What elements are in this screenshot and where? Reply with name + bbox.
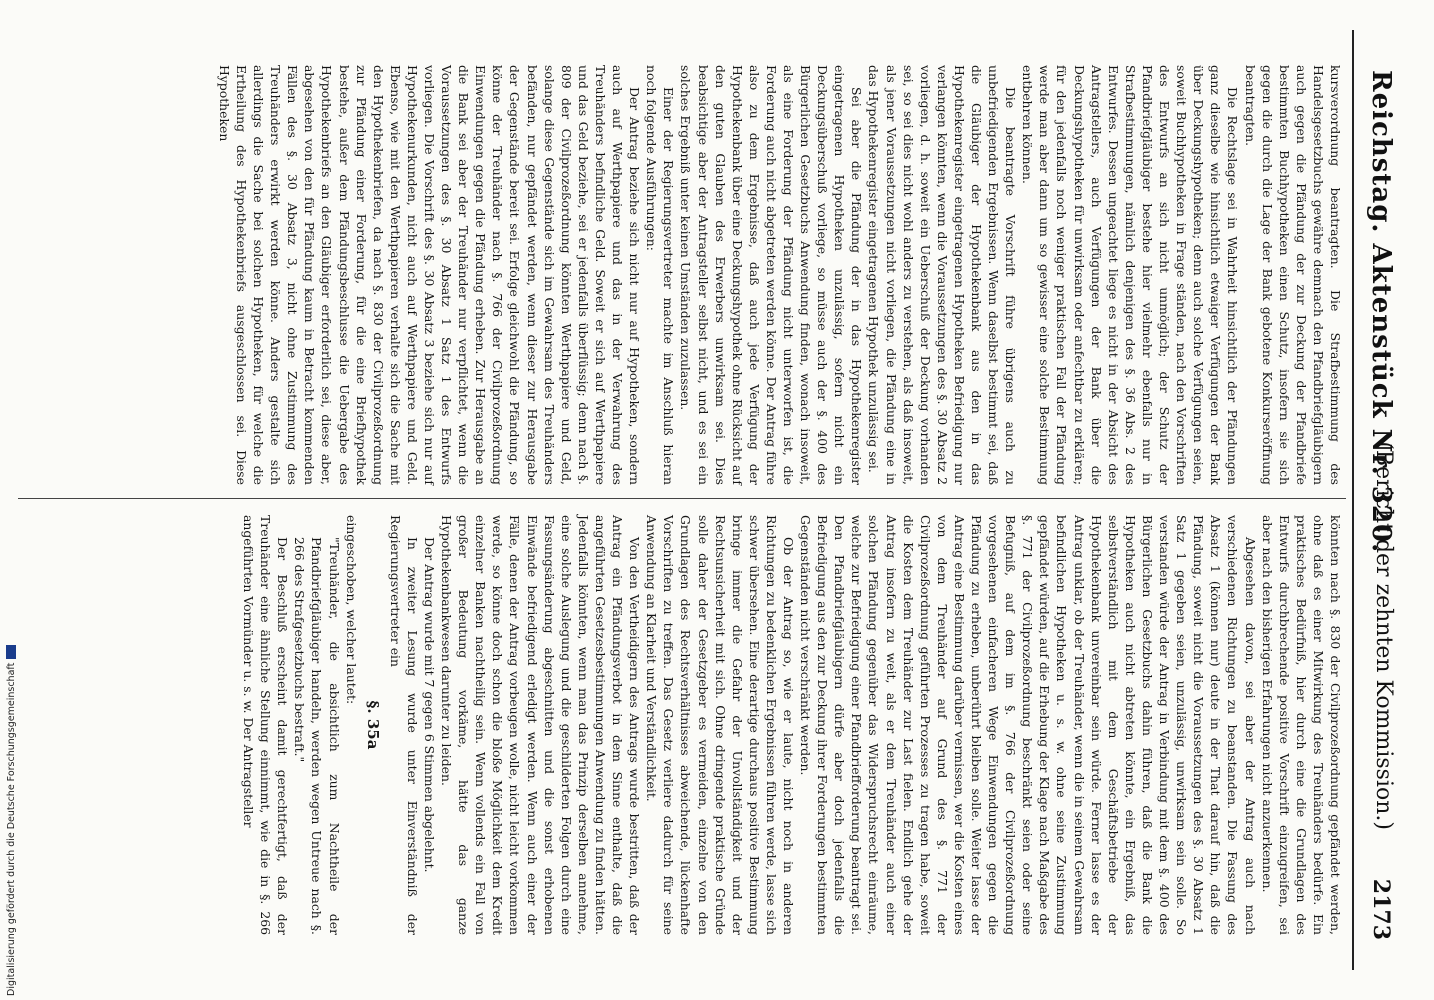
paragraph: In zweiter Lesung wurde unter Einverständniß der Regierungsvertreter ein [387,515,420,935]
paragraph: Die beantragte Vorschrift führe übrigens auch zu unbefriedigenden Ergebnissen. Wenn daselbst bestimmt sei, daß die Gläubiger der Hypothekenbank aus den in das Hypothekenregister eingetragenen Hypotheken Befriedigung nur verlangen könnten, wenn die Voraussetzungen des §. 30 Absatz 2 vorliegen, d. h. soweit ein Ueberschuß der Deckung vorhanden sei, so sei dies nicht wohl anders zu verstehen, als daß insoweit, als jener Voraussetzungen nicht vorliegen, die Pfändung eine in das Hypothekenregister eingetragenen Hypothek unzulässig sei. [866,65,1019,485]
section-heading: §. 35a [363,700,382,750]
header-rule [1352,30,1354,970]
paragraph: Von den Vertheidigern des Antrags wurde bestritten, daß der Antrag ein Pfändungsverbot in dem Sinne enthalte, daß die angeführten Gesetzesbestimmungen Anwendung zu finden hätten. Jedenfalls könnten, wenn man das Prinzip derselben annehme, eine solche Auslegung und die geschilderten Folgen durch eine Fassungsänderung abgeschnitten und die sonst erhobenen Einwände befriedigend erledigt werden. Wenn auch einer der Fälle, denen der Antrag vorbeugen wolle, nicht leicht vorkommen werde, so könne doch schon die bloße Möglichkeit dem Kredit einzelner Banken nachtheilig sein. Wenn vollends ein Fall von großer Bedeutung vorkäme, hätte das ganze Hypothekenbankwesen darunter zu leiden. [439,515,643,935]
left-column [216,65,1344,485]
column-divider [18,498,1346,499]
digitization-note-text: Digitalisierung gefördert durch die Deutsche Forschungsgemeinschaft [5,662,17,996]
paragraph: Sei aber die Pfändung der in das Hypothekenregister eingetragenen Hypotheken unzulässig, sofern nicht ein Deckungsüberschuß vorliege, so müsse auch der §. 400 des Bürgerlichen Gesetzbuchs Anwendung finden, wonach insoweit, als eine Forderung der Pfändung nicht unterworfen ist, die Forderung auch nicht abgetreten werden könne. Der Antrag führe also zu dem Ergebnisse, daß auch jede Verfügung der Hypothekenbank über eine Deckungshypothek ohne Rücksicht auf den guten Glauben des Erwerbers unwirksam sei. Dies beabsichtige aber der Antragsteller selbst nicht, und es sei ein solches Ergebniß unter keinen Umständen zuzulassen. [678,65,865,485]
dfg-logo-icon [6,645,16,659]
paragraph: Der Antrag beziehe sich nicht nur auf Hypotheken, sondern auch auf Werthpapiere und das in der Verwahrung des Treuhänders befindliche Geld. Soweit er sich auf Werthpapiere und das Geld beziehe, sei er jedenfalls überflüssig; denn nach §. 809 der Civilprozeßordnung könnten Werthpapiere und Geld, solange diese Gegenstände sich im Gewahrsam des Treuhänders befänden, nur gepfändet werden, wenn dieser zur Herausgabe der Gegenstände bereit sei. Erfolge gleichwohl die Pfändung, so könne der Treuhänder nach §. 766 der Civilprozeßordnung Einwendungen gegen die Pfändung erheben. Zur Herausgabe an die Bank sei aber der Treuhänder nur verpflichtet, wenn die Voraussetzungen des §. 30 Absatz 1 Satz 1 des Entwurfs vorliegen. Die Vorschrift des §. 30 Absatz 3 beziehe sich nur auf Hypothekenurkunden, nicht auch auf Werthpapiere und Geld. Ebenso, wie mit den Werthpapieren verhalte sich die Sache mit den Hypothekenbriefen, da nach §. 830 der Civilprozeßordnung zur Pfändung einer Forderung, für die eine Briefhypothek bestehe, außer dem Pfändungsbeschlusse die Uebergabe des Hypothekenbriefs an den Gläubiger erforderlich sei, diese aber, abgesehen von den für Pfändung kaum in Betracht kommenden Fällen des §. 30 Absatz 3, nicht ohne Zustimmung des Treuhänders erwirkt werden könne. Anders gestalte sich allerdings die Sache bei solchen Hypotheken, für welche die Ertheilung des Hypothekenbriefs ausgeschlossen sei. Diese Hypotheken [216,65,643,485]
digitization-note [2,0,20,1000]
paragraph: Ob der Antrag so, wie er laute, nicht noch in anderen Richtungen zu bedenklichen Ergebnissen führen werde, lasse sich schwer übersehen. Eine derartige durchaus positive Bestimmung bringe immer die Gefahr der Unvollständigkeit und der Rechtsunsicherheit mit sich. Ohne dringende praktische Gründe solle daher der Gesetzgeber es vermeiden, einzelne von den Grundlagen des Rechtsverhältnisses abweichende, lückenhafte Vorschriften zu treffen. Das Gesetz verliere dadurch für seine Anwendung an Klarheit und Verständlichkeit. [644,515,796,935]
paragraph: Der Beschluß erscheint damit gerechtfertigt, daß der Treuhänder eine ähnliche Stellung einnimmt, wie die in §. 266 angeführten Vormünder u. s. w. Der Antragsteller [241,515,291,935]
page-number: 2173 [1368,878,1394,940]
page-header [1356,60,1396,940]
header-title: Reichstag. Aktenstück Nr. 320. [1366,70,1396,554]
header-subtitle: (Bericht der zehnten Kommission.) [1371,441,1396,830]
right-column [240,515,1344,935]
paragraph: Die Rechtslage sei in Wahrheit hinsichtlich der Pfändungen ganz dieselbe wie hinsichtlich etwaiger Verfügungen der Bank über Deckungshypotheken; denn auch solche Verfügungen seien, soweit Buchhypotheken in Frage ständen, nach den Vorschriften des Entwurfs an sich nicht unmöglich; der Schutz der Pfandbriefgläubiger bestehe hier vielmehr ebenfalls nur in Strafbestimmungen, nämlich denjenigen des §. 36 Abs. 2 des Entwurfes. Dessen ungeachtet liege es nicht in der Absicht des Antragstellers, auch Verfügungen der Bank über die Deckungshypotheken für unwirksam oder anfechtbar zu erklären; für den jedenfalls noch weniger praktischen Fall der Pfändung werde man aber dann um so gewisser eine solche Bestimmung entbehren können. [1020,65,1241,485]
paragraph: Abgesehen davon, sei aber der Antrag auch nach verschiedenen Richtungen zu beanstanden. Die Fassung des Absatz 1 (können nur) deute in der That darauf hin, daß die Pfändung, soweit nicht die Voraussetzungen des §. 30 Absatz 1 Satz 1 gegeben seien, unzulässig, unwirksam sein solle. So verstanden würde der Antrag in Verbindung mit dem §. 400 des Bürgerlichen Gesetzbuchs dahin führen, daß die Bank die Hypotheken auch nicht abtreten könnte, ein Ergebniß, das selbstverständlich mit dem Geschäftsbetriebe der Hypothekenbank unvereinbar sein würde. Ferner lasse es der Antrag unklar, ob der Treuhänder, wenn die in seinem Gewahrsam befindlichen Hypotheken u. s. w. ohne seine Zustimmung gepfändet würden, auf die Erhebung der Klage nach Maßgabe des §. 771 der Civilprozeßordnung beschränkt seien oder seine Befugniß, auf dem im §. 766 der Civilprozeßordnung vorgesehenen einfacheren Wege Einwendungen gegen die Pfändung zu erheben, unberührt bleiben solle. Weiter lasse der Antrag eine Bestimmung darüber vermissen, wer die Kosten eines von dem Treuhänder auf Grund des §. 771 der Civilprozeßordnung geführten Prozesses zu tragen habe, soweit die Kosten dem Treuhänder zur Last fielen. Endlich gehe der Antrag insofern zu weit, als er dem Treuhänder auch einer solchen Pfändung gegenüber das Widerspruchsrecht einräume, welche zur Befriedigung einer Pfandbriefforderung beantragt sei. Den Pfandbriefgläubigern dürfe aber doch jedenfalls die Befriedigung aus den zur Deckung ihrer Forderungen bestimmten Gegenständen nicht verschränkt werden. [798,515,1258,935]
paragraph: könnten nach §. 830 der Civilprozeßordnung gepfändet werden, ohne daß es einer Mitwirkung des Treuhänders bedürfe. Ein praktisches Bedürfniß, hier durch eine die Grundlagen des Entwurfs durchbrechende positive Vorschrift einzugreifen, sei aber nach den bisherigen Erfahrungen nicht anzuerkennen. [1259,515,1343,935]
quoted-provision: "Treuhänder, die absichtlich zum Nachtheile der Pfandbriefgläubiger handeln, werden wegen Untreue nach §. 266 des Strafgesetzbuchs bestraft." [292,537,342,935]
paragraph: kursverordnung beantragten. Die Strafbestimmung des Handelsgesetzbuchs gewähre demnach den Pfandbriefgläubigern auch gegen die Pfändung der zur Deckung der Pfandbriefe bestimmten Buchhypotheken einen Schutz, insofern sie sich gegen die durch die Lage der Bank gebotene Konkurseröffnung beantragten. [1242,65,1343,485]
paragraph: Einer der Regierungsvertreter machte im Anschluß hieran noch folgende Ausführungen: [644,65,677,485]
paragraph: Der Antrag wurde mit 7 gegen 6 Stimmen abgelehnt. [422,537,438,873]
paragraph: eingeschoben, welcher lautet: [343,515,359,705]
